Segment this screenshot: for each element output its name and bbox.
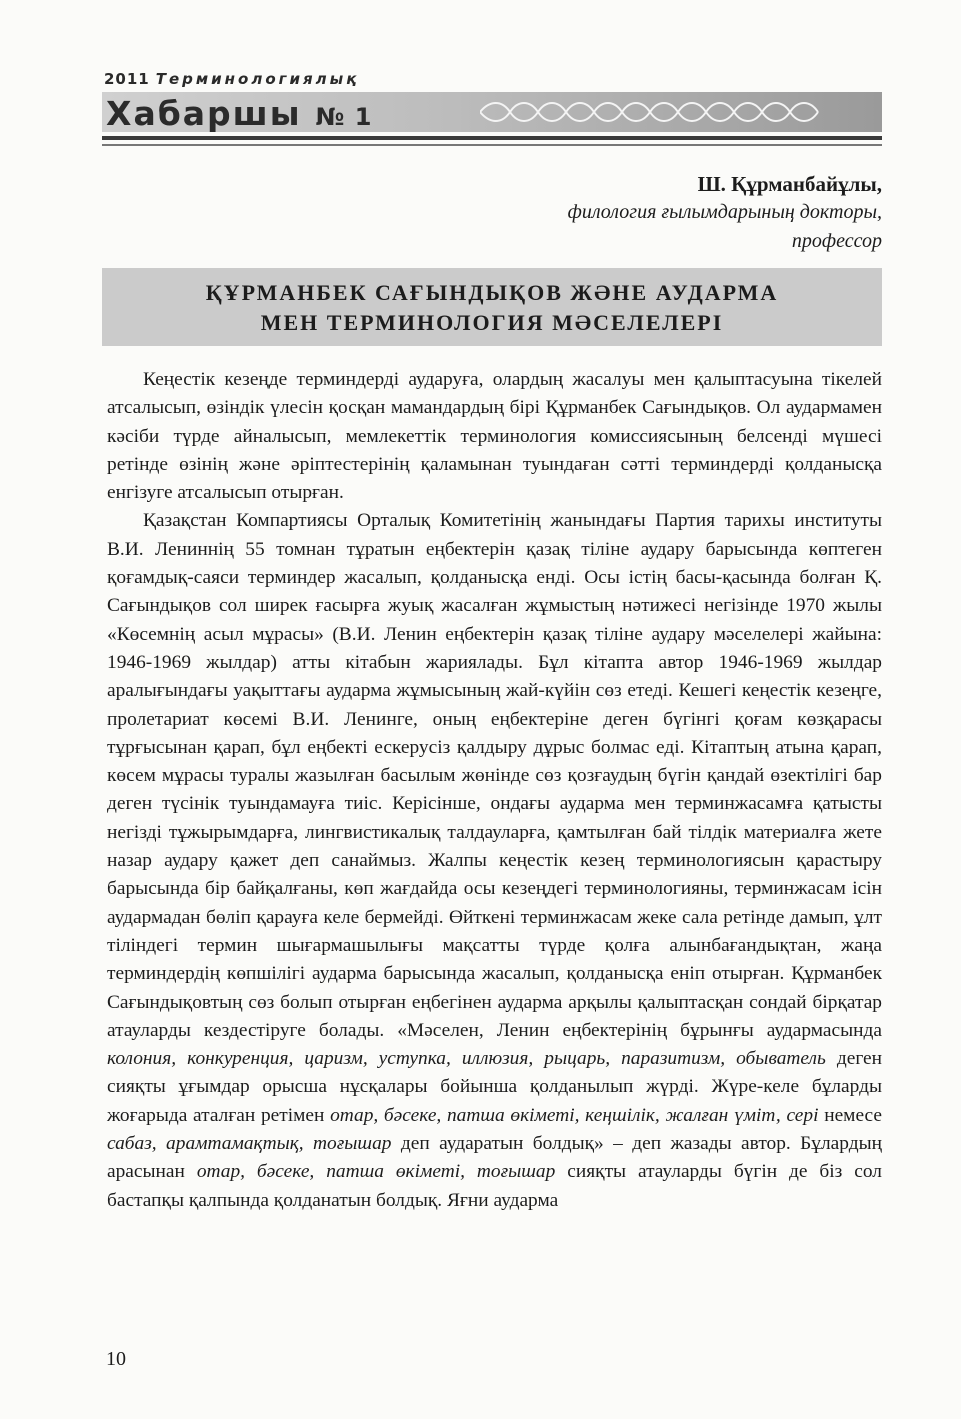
p2-italic-3: сабаз, арамтамақтық, тоғышар [107,1133,392,1155]
journal-year-line [104,70,359,88]
journal-title: Хабаршы [106,94,302,133]
p2-text-e: сияқты атауларды бүгін де біз сол бастапқы қалпында қолданатын болдық. Яғни аударма [107,1161,882,1211]
author-name: Ш. Құрманбайұлы, [697,172,882,196]
p2-text-d: деп аударатын болдық» – деп жазады автор. Бұлардың арасынан [107,1133,882,1183]
journal-title-line [106,94,372,133]
p2-italic-1: колония, конкуренция, царизм, уступка, иллюзия, рыцарь, паразитизм, обыватель [107,1048,826,1070]
paragraph-1: Кеңестік кезеңде терминдерді аударуға, олардың жасалуы мен қалыптасуына тікелей атсалысып, өзіндік үлесін қосқан мамандардың бірі Құрманбек Сағындықов. Ол аудармамен кәсіби түрде айналысып, мемлекеттік терминология комиссиясының белсенді мүшесі ретінде өзінің және әріптестерінің қаламынан туындаған сәтті терминдерді қолданысқа енгізуге атсалысып отырған. [107,369,882,504]
article-body [107,366,882,1215]
author-block [568,170,882,256]
journal-header [102,70,882,155]
journal-year: 2011 [104,70,150,88]
p2-text-c: немесе [824,1104,882,1126]
p2-italic-2: отар, бәсеке, патша өкіметі, кеңшілік, жалған үміт, сері [330,1104,819,1126]
p2-italic-4: отар, бәсеке, патша өкіметі, тоғышар [196,1161,556,1183]
p2-text-b: деген сияқты ұғымдар орысша нұсқалары бойынша қолданылып жүрді. Жүре-келе бұларды жоғарыда аталған ретімен [107,1048,882,1126]
header-rule-thick [102,136,882,140]
author-title: профессор [791,230,882,252]
article-title-line2: МЕН ТЕРМИНОЛОГИЯ МӘСЕЛЕЛЕРІ [260,310,724,335]
author-degree: филология ғылымдарының докторы, [567,201,882,223]
page-number: 10 [106,1348,126,1370]
article-title-box [102,268,882,346]
header-rule-thin [102,144,882,146]
journal-issue: № 1 [315,103,373,131]
p2-text-a: Қазақстан Компартиясы Орталық Комитетінің жанындағы Партия тарихы институты В.И. Лениннің 55 томнан тұратын еңбектерін қазақ тіліне аудару барысында көптеген қоғамдық-саяси терминдер жасалып, қолданысқа енді. Осы істің басы-қасында болған Қ. Сағындықов сол ширек ғасырға жуық жасалған жұмыстың нәтижесі негізінде 1970 жылы «Көсемнің асыл мұрасы» (В.И. Ленин еңбектерін қазақ тіліне аудару мәселелері жайына: 1946-1969 жылдар) атты кітабын жариялады. Бұл кітапта автор 1946-1969 жылдар аралығындағы уақыттағы аударма жұмысының жай-күйін сөз етеді. Кешегі кеңестік кезеңге, пролетариат көсемі В.И. Ленинге, оның еңбектеріне деген бүгінгі қоғам көзқарасы тұрғысынан қарап, бұл еңбекті ескерусіз қалдыру дұрыс болмас еді. Кітаптың атына қарап, көсем мұрасы туралы жазылған басылым жөнінде сөз қозғаудың бүгін қандай өзектілігі бар деген түсінік туындамауға тиіс. Керісінше, ондағы аударма мен терминжасамға қатысты негізді тұжырымдарға, лингвистикалық талдауларға, қамтылған бай тілдік материалға жете назар аудару қажет деп санаймыз. Жалпы кеңестік кезең терминологиясын қарастыру барысында бір байқалғаны, көп жағдайда осы кезеңдегі терминологияны, терминжасам ісін аудармадан бөліп қарауға келе бермейді. Өйткені терминжасам жеке сала ретінде дамып, ұлт тіліндегі термин шығармашылығы мақсатты түрде қолға алынбағандықтан, жаңа терминдердің көпшілігі аударма барысында жасалып, қолданысқа еніп отырған. Құрманбек Сағындықовтың сөз болып отырған еңбегінен аударма арқылы қалыптасқан сондай бірқатар атауларды кездестіруге болады. «Мәселен, Ленин еңбектерінің бұрынғы аудармасында [107,510,882,1041]
article-title-line1: ҚҰРМАНБЕК САҒЫНДЫҚОВ ЖӘНЕ АУДАРМА [205,280,779,305]
ornament-pattern [480,98,830,126]
paragraph-2 [107,507,882,1214]
journal-subtitle: Терминологиялық [155,70,360,88]
